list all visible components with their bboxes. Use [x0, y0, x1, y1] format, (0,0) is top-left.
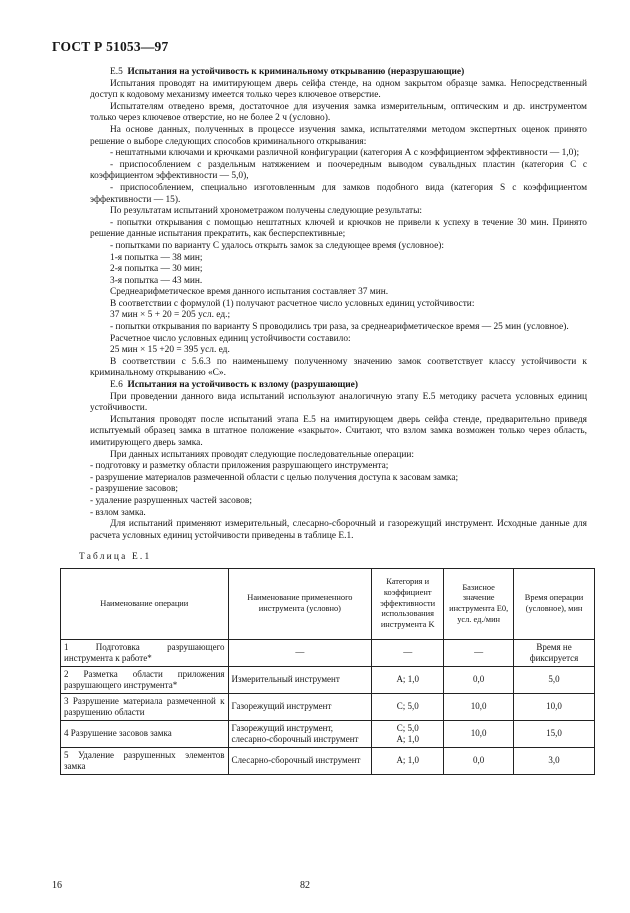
column-header-category: Категория и коэффициент эффективности использования инструмента K	[372, 568, 444, 639]
list-item: - разрушение засовов;	[90, 484, 178, 495]
cell-time: Время не фиксируется	[514, 639, 595, 666]
standard-code: ГОСТ Р 51053—97	[52, 39, 169, 54]
cell-category: С; 5,0 А; 1,0	[372, 720, 444, 747]
cell-basis-value: 0,0	[444, 666, 514, 693]
cell-operation: 4 Разрушение засовов замка	[61, 720, 229, 747]
column-header-instrument: Наименование примененного инструмента (условно)	[228, 568, 372, 639]
column-header-operation: Наименование операции	[61, 568, 229, 639]
page-content	[64, 67, 587, 775]
cell-basis-value: —	[444, 639, 514, 666]
section-number: Е.6	[110, 380, 123, 391]
paragraph: По результатам испытаний хронометражом получены следующие результаты:	[110, 206, 422, 217]
list-item: - взлом замка.	[90, 507, 146, 518]
paragraph: Расчетное число условных единиц устойчивости составило:	[110, 333, 351, 344]
table-row	[61, 720, 595, 747]
operations-table	[60, 568, 595, 775]
paragraph: В соответствии с 5.6.3 по наименьшему полученному значению замок соответствует классу устойчивости к криминальному открыванию «С».	[90, 356, 587, 379]
cell-time: 3,0	[514, 747, 595, 774]
paragraph: Для испытаний применяют измерительный, слесарно-сборочный и газорежущий инструмент. Исходные данные для расчета условных единиц устойчивости приведены в таблице Е.1.	[90, 519, 587, 541]
section-title: Испытания на устойчивость к взлому (разрушающие)	[127, 380, 358, 391]
paragraph: При проведении данного вида испытаний используют аналогичную этапу Е.5 методику расчета условных единиц устойчивости.	[90, 391, 587, 414]
paragraph: В соответствии с формулой (1) получают расчетное число условных единиц устойчивости:	[110, 298, 475, 309]
paragraph: Испытания проводят после испытаний этапа Е.5 на имитирующем дверь сейфа стенде, предварительно приведя испытуемый образец замка в штатное положение «закрыто». Считают, что взлом замка возможен только через область, имитирующего дверь замка.	[90, 414, 587, 448]
table-header-row	[61, 568, 595, 639]
table-row	[61, 747, 595, 774]
cell-category: С; 5,0	[372, 693, 444, 720]
column-header-basis-value: Базисное значение инструмента E0, усл. ед./мин	[444, 568, 514, 639]
cell-operation: 5 Удаление разрушенных элементов замка	[61, 747, 229, 774]
list-item: - приспособлением, специально изготовленным для замков подобного вида (категория S с коэффициентом эффективности — 15).	[90, 182, 587, 205]
cell-instrument: Слесарно-сборочный инструмент	[228, 747, 372, 774]
cell-time: 15,0	[514, 720, 595, 747]
list-item: - приспособлением с раздельным натяжением и поочередным выводом сувальдных пластин (категория С с коэффициентом эффективности — 5,0),	[90, 159, 587, 182]
formula-line: 25 мин × 15 +20 = 395 усл. ед.	[110, 345, 230, 356]
cell-instrument: Измерительный инструмент	[228, 666, 372, 693]
paragraph: При данных испытаниях проводят следующие последовательные операции:	[110, 449, 415, 460]
list-item: - удаление разрушенных частей засовов;	[90, 495, 252, 506]
page-number-left: 16	[52, 880, 62, 891]
cell-basis-value: 10,0	[444, 720, 514, 747]
cell-operation: 1 Подготовка разрушающего инструмента к работе*	[61, 639, 229, 666]
table-row	[61, 639, 595, 666]
attempt-line: 2-я попытка — 30 мин;	[110, 264, 203, 275]
cell-time: 5,0	[514, 666, 595, 693]
list-item: - нештатными ключами и крючками различной конфигурации (категория А с коэффициентом эффективности — 1,0);	[110, 148, 580, 159]
paragraph: Испытателям отведено время, достаточное для изучения замка измерительным, оптическим и др. инструментом только через ключевое отверстие, но не более 2 ч (условно).	[90, 101, 587, 124]
paragraph: Среднеарифметическое время данного испытания составляет 37 мин.	[110, 287, 389, 298]
table-row	[61, 693, 595, 720]
list-item: - попытками по варианту С удалось открыть замок за следующее время (условное):	[110, 240, 445, 251]
cell-category: —	[372, 639, 444, 666]
list-item: - попытки открывания по варианту S проводились три раза, за среднеарифметическое время — 25 мин (условное).	[110, 322, 569, 333]
paragraph: На основе данных, полученных в процессе изучения замка, испытателями методом экспертных оценок принято решение о выборе следующих способов криминального открывания:	[90, 124, 587, 147]
formula-line: 37 мин × 5 + 20 = 205 усл. ед.;	[110, 310, 231, 321]
attempt-line: 3-я попытка — 43 мин.	[110, 275, 203, 286]
section-heading	[90, 67, 587, 79]
table-caption: Таблица Е.1	[79, 552, 152, 563]
list-item: - разрушение материалов размеченной области с целью получения доступа к засовам замка;	[90, 472, 459, 483]
section-title: Испытания на устойчивость к криминальному открыванию (неразрушающие)	[127, 67, 465, 77]
cell-category: А; 1,0	[372, 666, 444, 693]
cell-instrument: Газорежущий инструмент, слесарно-сборочный инструмент	[228, 720, 372, 747]
paragraph: Испытания проводят на имитирующем дверь сейфа стенде, на одном закрытом образце замка. Непосредственный доступ к кодовому механизму имеется только через ключевое отверстие.	[90, 78, 587, 101]
table-row	[61, 666, 595, 693]
cell-category: А; 1,0	[372, 747, 444, 774]
cell-operation: 3 Разрушение материала размеченной к разрушению области	[61, 693, 229, 720]
cell-basis-value: 10,0	[444, 693, 514, 720]
cell-operation: 2 Разметка области приложения разрушающего инструмента*	[61, 666, 229, 693]
column-header-time: Время операции (условное), мин	[514, 568, 595, 639]
attempt-line: 1-я попытка — 38 мин;	[110, 252, 203, 263]
cell-basis-value: 0,0	[444, 747, 514, 774]
page-number-center: 82	[300, 880, 310, 891]
list-item: - подготовку и разметку области приложения разрушающего инструмента;	[90, 461, 389, 472]
cell-instrument: —	[228, 639, 372, 666]
cell-time: 10,0	[514, 693, 595, 720]
list-item: - попытки открывания с помощью нештатных ключей и крючков не привели к успеху в течение 30 мин. Принято решение данные испытания прекратить, как бесперспективные;	[90, 217, 587, 240]
section-heading	[90, 380, 587, 392]
section-number: Е.5	[110, 67, 123, 77]
cell-instrument: Газорежущий инструмент	[228, 693, 372, 720]
